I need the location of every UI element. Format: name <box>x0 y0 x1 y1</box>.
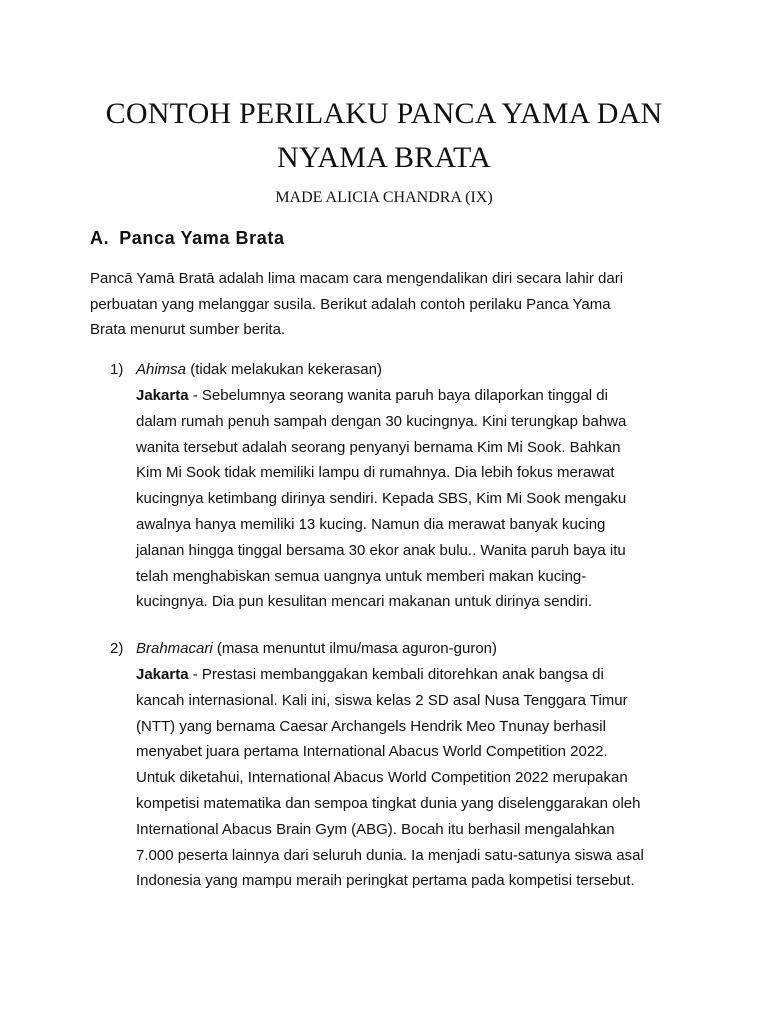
body-line: wanita tersebut adalah seorang penyanyi bernama Kim Mi Sook. Bahkan <box>136 438 621 456</box>
intro-line: Brata menurut sumber berita. <box>90 321 286 338</box>
list-item-heading <box>110 636 497 662</box>
section-heading <box>90 228 285 249</box>
list-item-number: 2) <box>110 640 124 657</box>
place-label: Jakarta <box>136 387 189 404</box>
body-line: kancah internasional. Kali ini, siswa kelas 2 SD asal Nusa Tenggara Timur <box>136 691 628 709</box>
author-line: MADE ALICIA CHANDRA (IX) <box>275 189 493 206</box>
body-first-line-text: - Sebelumnya seorang wanita paruh baya dilaporkan tinggal di <box>188 387 608 404</box>
body-line: Kim Mi Sook tidak memiliki lampu di rumahnya. Dia lebih fokus merawat <box>136 464 615 482</box>
body-line: telah menghabiskan semua uangnya untuk memberi makan kucing- <box>136 567 587 585</box>
document-title <box>0 92 768 180</box>
place-label: Jakarta <box>136 666 189 683</box>
body-line: dalam rumah penuh sampah dengan 30 kucingnya. Kini terungkap bahwa <box>136 412 627 430</box>
body-line: International Abacus Brain Gym (ABG). Bocah itu berhasil mengalahkan <box>136 820 615 838</box>
list-item-body <box>136 383 684 615</box>
intro-line: Pancā Yamā Bratā adalah lima macam cara mengendalikan diri secara lahir dari <box>90 270 624 287</box>
list-item-term: Ahimsa <box>136 361 187 378</box>
body-line: awalnya hanya memiliki 13 kucing. Namun dia merawat banyak kucing <box>136 515 606 533</box>
body-line: kompetisi matematika dan sempoa tingkat dunia yang diselenggarakan oleh <box>136 794 641 812</box>
body-first-line <box>136 383 684 409</box>
list-item-body <box>136 662 684 894</box>
list-item-number: 1) <box>110 361 124 378</box>
section-title: Panca Yama Brata <box>119 228 285 248</box>
list-item-meaning: (tidak melakukan kekerasan) <box>190 361 382 378</box>
body-line: jalanan hingga tinggal bersama 30 ekor anak bulu.. Wanita paruh baya itu <box>136 541 626 559</box>
body-first-line <box>136 662 684 688</box>
body-first-line-text: - Prestasi membanggakan kembali ditorehkan anak bangsa di <box>188 666 604 683</box>
intro-paragraph <box>90 266 690 343</box>
list-item-term: Brahmacari <box>136 640 213 657</box>
list-item-heading <box>110 357 382 383</box>
list-item-meaning: (masa menuntut ilmu/masa aguron-guron) <box>216 640 498 657</box>
title-line-2: NYAMA BRATA <box>276 141 491 174</box>
section-letter: A. <box>90 228 110 248</box>
body-line: Untuk diketahui, International Abacus World Competition 2022 merupakan <box>136 769 628 787</box>
intro-line: perbuatan yang melanggar susila. Berikut adalah contoh perilaku Panca Yama <box>90 295 611 313</box>
body-line: kucingnya ketimbang dirinya sendiri. Kepada SBS, Kim Mi Sook mengaku <box>136 490 627 508</box>
body-line: menyabet juara pertama International Abacus World Competition 2022. <box>136 743 608 761</box>
body-line: (NTT) yang bernama Caesar Archangels Hendrik Meo Tnunay berhasil <box>136 717 606 735</box>
title-line-1: CONTOH PERILAKU PANCA YAMA DAN <box>105 97 663 130</box>
body-line: Indonesia yang mampu meraih peringkat pertama pada kompetisi tersebut. <box>136 872 635 890</box>
body-line: 7.000 peserta lainnya dari seluruh dunia. Ia menjadi satu-satunya siswa asal <box>136 846 644 864</box>
body-line: kucingnya. Dia pun kesulitan mencari makanan untuk dirinya sendiri. <box>136 593 593 611</box>
